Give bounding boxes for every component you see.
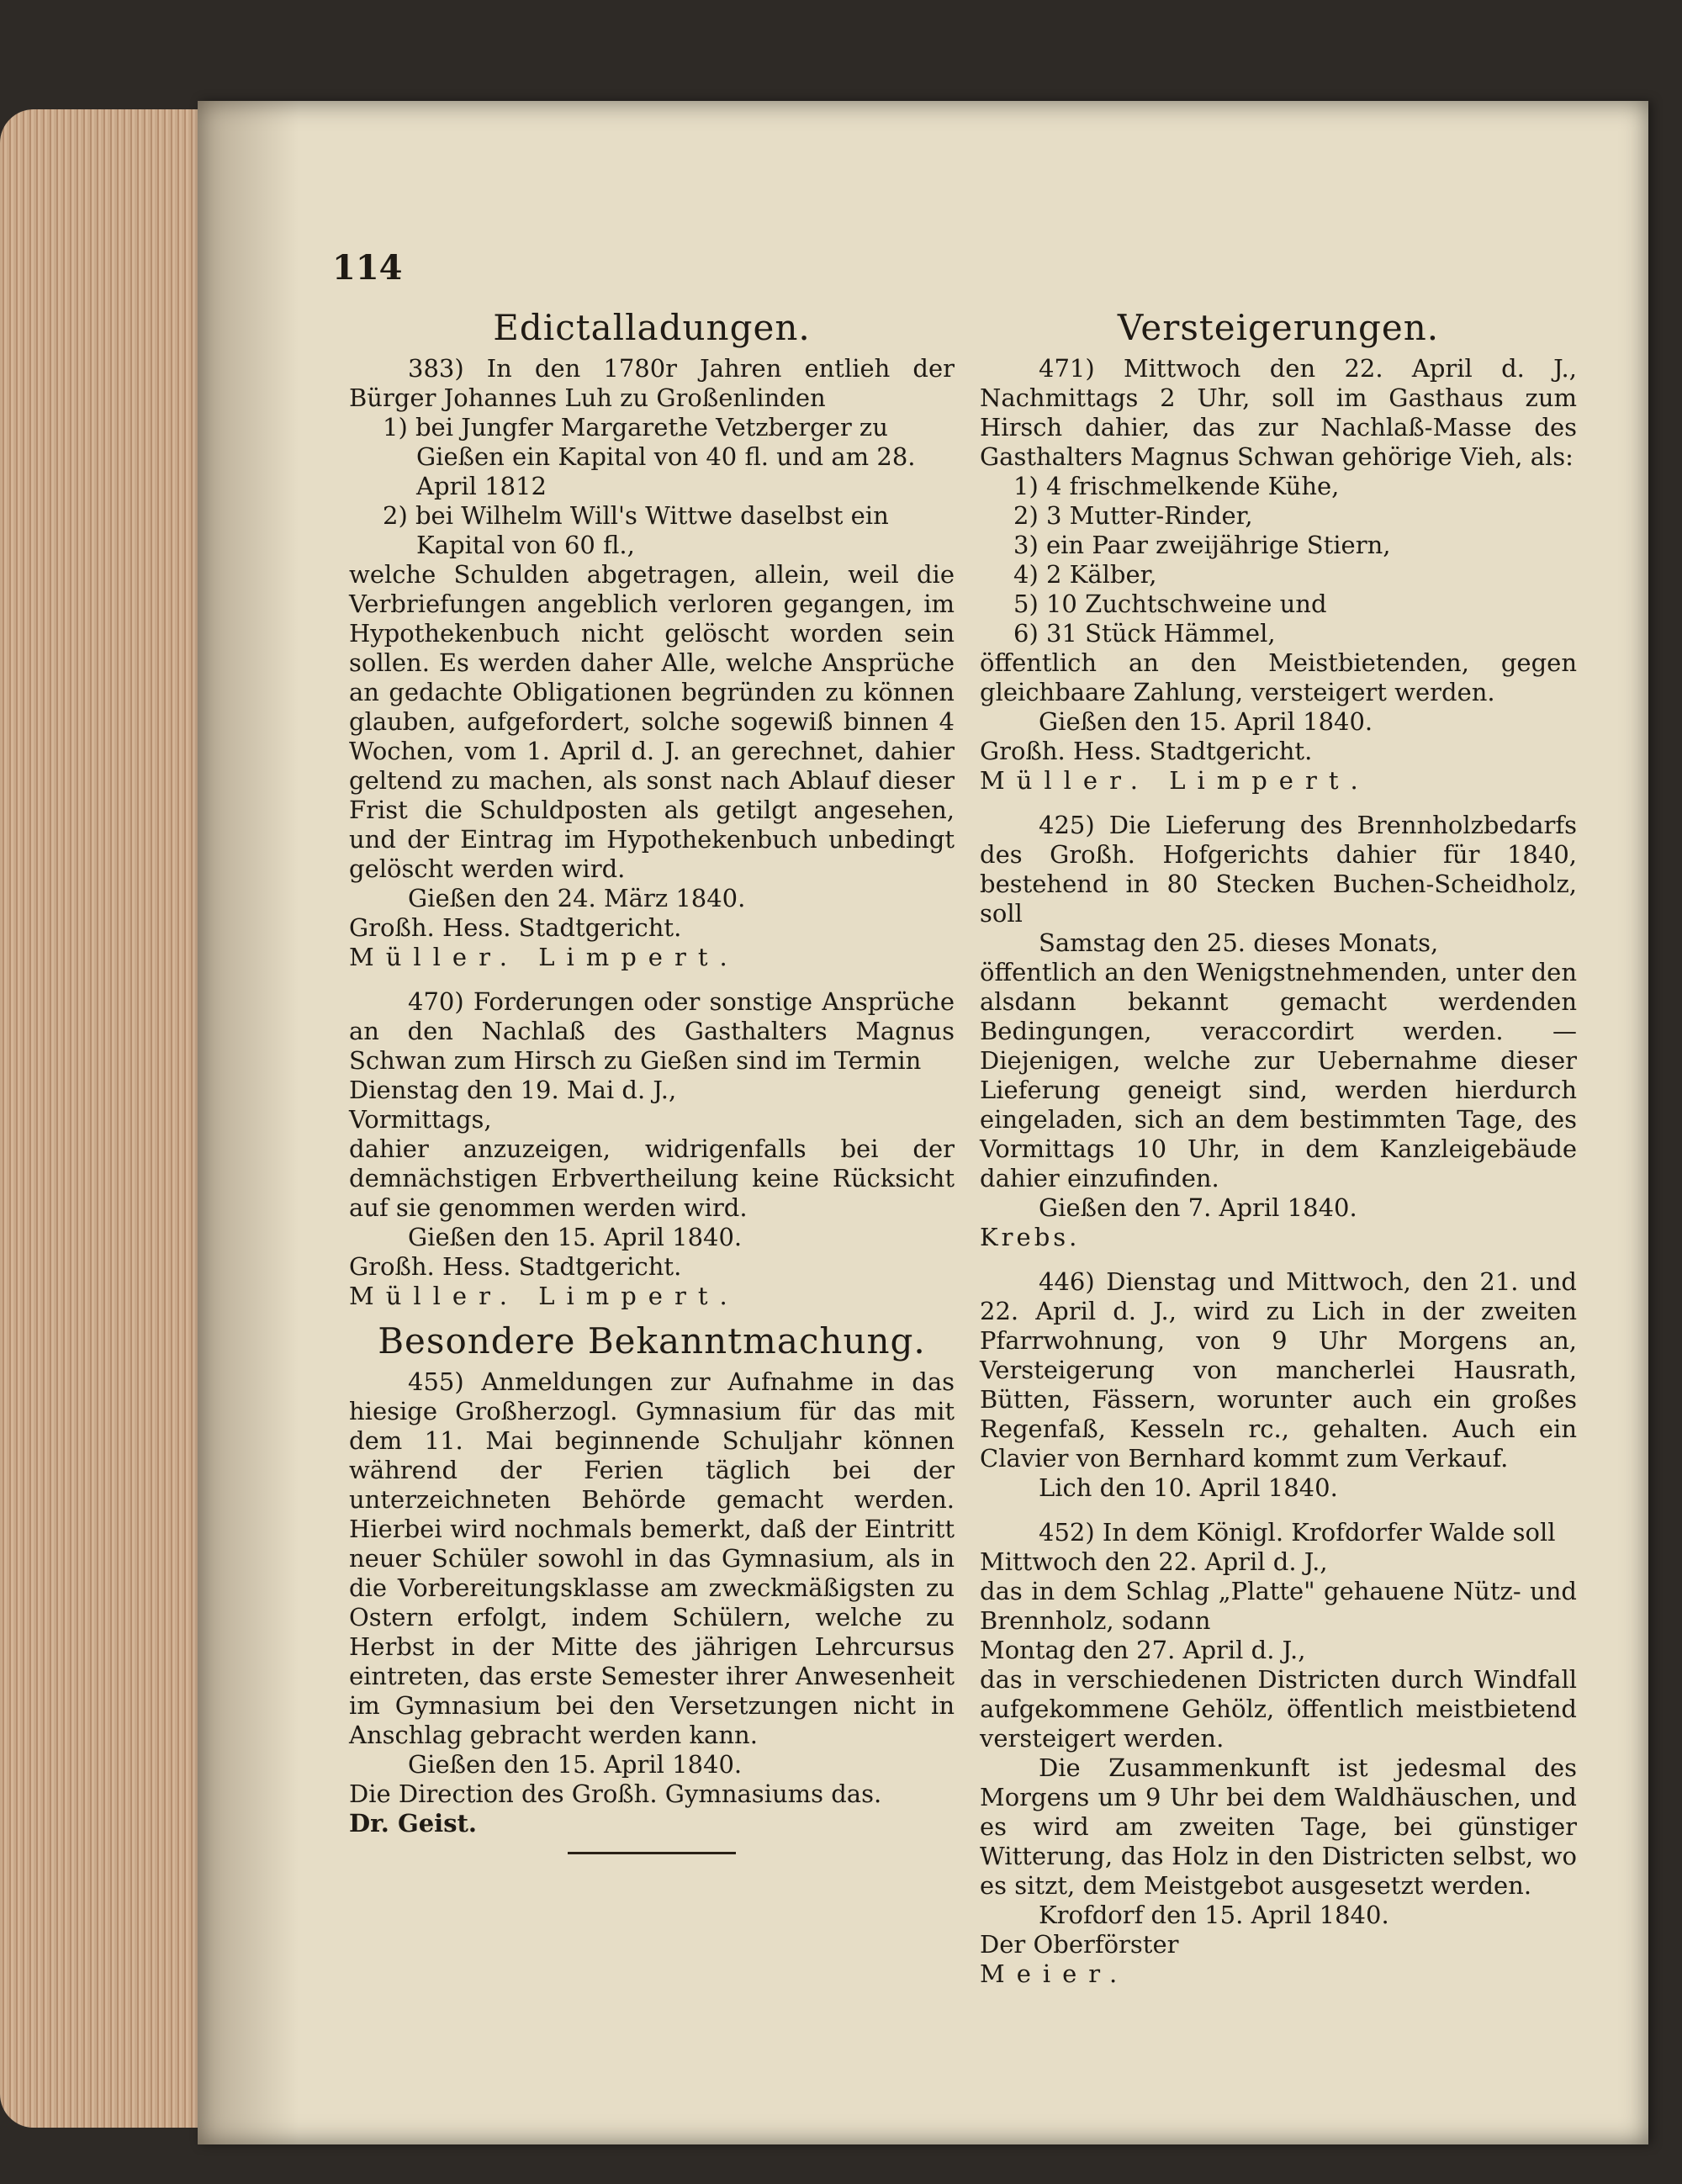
- notice-452-date: Krofdorf den 15. April 1840.: [1039, 1901, 1389, 1929]
- notice-452-intro: 452) In dem Königl. Krofdorfer Walde soll: [1039, 1518, 1556, 1547]
- notice-425-body: öffentlich an den Wenigstnehmenden, unter den alsdann bekannt gemacht werdenden Bedingungen, veraccordirt werden. — Diejenigen, welche zur Uebernahme dieser Lieferung geneigt sind, werden hierdurch eingeladen, sich an dem bestimmten Tage, des Vormittags 10 Uhr, in dem Kanzleigebäude dahier einzufinden.: [980, 958, 1577, 1192]
- notice-470-date: Gießen den 15. April 1840.: [408, 1223, 743, 1251]
- notice-470-term-1: Dienstag den 19. Mai d. J.,: [349, 1076, 677, 1104]
- notice-425-date: Gießen den 7. April 1840.: [1039, 1193, 1357, 1222]
- notice-446: [980, 1267, 1577, 1503]
- notice-471-item: 1) 4 frischmelkende Kühe,: [1013, 472, 1340, 500]
- closing-rule: [568, 1852, 736, 1854]
- notice-471-office: Großh. Hess. Stadtgericht.: [980, 737, 1313, 765]
- notice-383-body: welche Schulden abgetragen, allein, weil die Verbriefungen angeblich verloren gegangen, im Hypothekenbuch nicht gelöscht worden sein sollen. Es werden daher Alle, welche Ansprüche an gedachte Obligationen begründen zu können glauben, aufgefordert, solche sogewiß binnen 4 Wochen, vom 1. April d. J. an gerechnet, dahier geltend zu machen, als sonst nach Ablauf dieser Frist die Schuldposten als getilgt angesehen, und der Eintrag im Hypothekenbuch unbedingt gelöscht werden wird.: [349, 560, 955, 883]
- notice-455-body: 455) Anmeldungen zur Aufnahme in das hiesige Großherzogl. Gymnasium für das mit dem 11. Mai beginnende Schuljahr können während der Ferien täglich bei der unterzeichneten Behörde gemacht werden. Hierbei wird nochmals bemerkt, daß der Eintritt neuer Schüler sowohl in das Gymnasium, als in die Vorbereitungsklasse am zweckmäßigsten zu Ostern erfolgt, indem Schülern, welche zu Herbst in der Mitte des jährigen Lehrcursus eintreten, das erste Semester ihrer Anwesenheit im Gymnasium bei den Versetzungen nicht in Anschlag gebracht werden kann.: [349, 1367, 955, 1749]
- notice-471-intro: 471) Mittwoch den 22. April d. J., Nachmittags 2 Uhr, soll im Gasthaus zum Hirsch dahier, das zur Nachlaß-Masse des Gasthalters Magnus Schwan gehörige Vieh, als:: [980, 354, 1577, 471]
- notice-470: [349, 987, 955, 1311]
- notice-425: [980, 811, 1577, 1252]
- left-column: [349, 303, 955, 1869]
- notice-470-names: Müller. Limpert.: [349, 1282, 739, 1310]
- notice-383: [349, 354, 955, 972]
- notice-383-date: Gießen den 24. März 1840.: [408, 884, 746, 912]
- notice-383-names: Müller. Limpert.: [349, 943, 739, 971]
- notice-452-mid-1: das in dem Schlag „Platte" gehauene Nütz- und Brennholz, sodann: [980, 1577, 1577, 1635]
- right-column: [980, 303, 1577, 2004]
- notice-446-body: 446) Dienstag und Mittwoch, den 21. und 22. April d. J., wird zu Lich in der zweiten Pfarrwohnung, von 9 Uhr Morgens an, Versteigerung von mancherlei Hausrath, Bütten, Fässern, worunter auch ein großes Regenfaß, Kesseln rc., gehalten. Auch ein Clavier von Bernhard kommt zum Verkauf.: [980, 1267, 1577, 1473]
- notice-471-item: 2) 3 Mutter-Rinder,: [1013, 501, 1253, 530]
- notice-471-item: 5) 10 Zuchtschweine und: [1013, 590, 1327, 618]
- notice-455: [349, 1367, 955, 1854]
- heading-versteigerungen: Versteigerungen.: [1117, 307, 1440, 348]
- notice-383-intro: 383) In den 1780r Jahren entlieh der Bürger Johannes Luh zu Großenlinden: [349, 354, 955, 412]
- notice-455-date: Gießen den 15. April 1840.: [408, 1750, 743, 1779]
- page-number: 114: [332, 248, 403, 288]
- notice-452-body: Die Zusammenkunft ist jedesmal des Morgens um 9 Uhr bei dem Waldhäuschen, und es wird am zweiten Tage, bei günstiger Witterung, das Holz in den Districten selbst, wo es sitzt, dem Meistgebot ausgesetzt werden.: [980, 1753, 1577, 1900]
- notice-471-date: Gießen den 15. April 1840.: [1039, 707, 1373, 736]
- notice-383-item-1: 1) bei Jungfer Margarethe Vetzberger zu Gießen ein Kapital von 40 fl. und am 28. April 1812: [383, 413, 916, 500]
- notice-470-body: dahier anzuzeigen, widrigenfalls bei der demnächstigen Erbvertheilung keine Rücksicht auf sie genommen werden wird.: [349, 1134, 955, 1222]
- heading-besondere-bekanntmachung: Besondere Bekanntmachung.: [378, 1320, 926, 1362]
- notice-452-office: Der Oberförster: [980, 1930, 1179, 1959]
- heading-edictalladungen: Edictalladungen.: [493, 307, 811, 348]
- notice-471-list: [980, 472, 1577, 648]
- notice-425-intro: 425) Die Lieferung des Brennholzbedarfs des Großh. Hofgerichts dahier für 1840, bestehend in 80 Stecken Buchen-Scheidholz, soll: [980, 811, 1577, 928]
- notice-455-name: Dr. Geist.: [349, 1809, 478, 1838]
- notice-452: [980, 1518, 1577, 1989]
- notice-452-name: Meier.: [980, 1959, 1129, 1988]
- notice-470-term-2: Vormittags,: [349, 1105, 492, 1134]
- notice-383-office: Großh. Hess. Stadtgericht.: [349, 913, 682, 942]
- notice-471: [980, 354, 1577, 796]
- notice-471-body: öffentlich an den Meistbietenden, gegen gleichbaare Zahlung, versteigert werden.: [980, 648, 1577, 706]
- notice-470-office: Großh. Hess. Stadtgericht.: [349, 1252, 682, 1281]
- notice-452-term-2: Montag den 27. April d. J.,: [980, 1636, 1306, 1664]
- notice-452-mid-2: das in verschiedenen Districten durch Windfall aufgekommene Gehölz, öffentlich meistbietend versteigert werden.: [980, 1665, 1577, 1753]
- book-edge: [0, 109, 210, 2128]
- notice-471-names: Müller. Limpert.: [980, 766, 1370, 795]
- notice-455-office: Die Direction des Großh. Gymnasiums das.: [349, 1779, 882, 1808]
- notice-471-item: 6) 31 Stück Hämmel,: [1013, 619, 1276, 648]
- notice-425-name: Krebs.: [980, 1223, 1081, 1251]
- notice-470-intro: 470) Forderungen oder sonstige Ansprüche an den Nachlaß des Gasthalters Magnus Schwan zum Hirsch zu Gießen sind im Termin: [349, 987, 955, 1075]
- book-page: [198, 101, 1648, 2144]
- notice-383-item-2: 2) bei Wilhelm Will's Wittwe daselbst ein Kapital von 60 fl.,: [383, 501, 889, 559]
- notice-471-item: 3) ein Paar zweijährige Stiern,: [1013, 531, 1391, 559]
- notice-425-term: Samstag den 25. dieses Monats,: [1039, 928, 1439, 957]
- notice-446-date: Lich den 10. April 1840.: [1039, 1473, 1338, 1502]
- notice-383-list: [349, 413, 955, 560]
- notice-452-term-1: Mittwoch den 22. April d. J.,: [980, 1547, 1328, 1576]
- notice-471-item: 4) 2 Kälber,: [1013, 560, 1157, 589]
